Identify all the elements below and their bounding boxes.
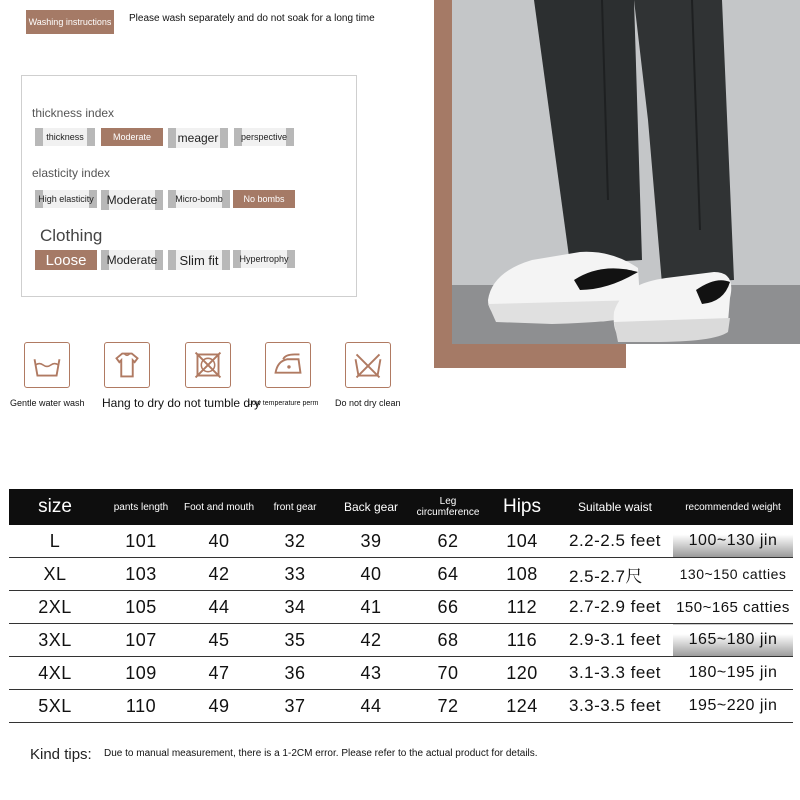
kind-tips-text: Due to manual measurement, there is a 1-2CM error. Please refer to the actual product for details. (104, 748, 538, 759)
cell-pants-length: 107 (101, 624, 181, 657)
size-table-header-row (9, 489, 793, 525)
table-row (9, 624, 793, 657)
thickness-option-perspective: perspective (234, 128, 294, 146)
cell-hips: 112 (487, 591, 557, 624)
elasticity-option-micro-bomb: Micro-bomb (168, 190, 230, 208)
care-label-no-dry-clean: Do not dry clean (335, 398, 401, 408)
cell-front-gear: 36 (257, 657, 333, 690)
cell-hips: 108 (487, 558, 557, 591)
table-row (9, 657, 793, 690)
hand-wash-icon (24, 342, 70, 388)
header-recommended-weight: recommended weight (673, 489, 793, 525)
cell-foot-and-mouth: 42 (181, 558, 257, 591)
cell-pants-length: 110 (101, 690, 181, 723)
cell-foot-and-mouth: 40 (181, 525, 257, 558)
fabric-index-panel (21, 75, 357, 297)
cell-front-gear: 37 (257, 690, 333, 723)
elasticity-option-moderate: Moderate (101, 190, 163, 210)
table-row (9, 591, 793, 624)
clothing-option-moderate: Moderate (101, 250, 163, 270)
cell-recommended-weight: 100~130 jin (673, 525, 793, 558)
elasticity-index-title: elasticity index (32, 166, 111, 180)
cell-front-gear: 34 (257, 591, 333, 624)
care-label-low-temp-perm: Low temperature perm (248, 400, 319, 407)
cell-size: 4XL (9, 657, 101, 690)
cell-recommended-weight: 150~165 catties (673, 591, 793, 624)
cell-pants-length: 105 (101, 591, 181, 624)
cell-suitable-waist: 2.2-2.5 feet (557, 525, 673, 558)
cell-pants-length: 101 (101, 525, 181, 558)
elasticity-option-high: High elasticity (35, 190, 97, 208)
cell-leg-circumference: 66 (409, 591, 487, 624)
thickness-index-title: thickness index (32, 106, 115, 120)
cell-foot-and-mouth: 45 (181, 624, 257, 657)
cell-foot-and-mouth: 49 (181, 690, 257, 723)
header-foot-and-mouth: Foot and mouth (181, 489, 257, 525)
cell-front-gear: 32 (257, 525, 333, 558)
cell-leg-circumference: 68 (409, 624, 487, 657)
no-tumble-dry-icon (185, 342, 231, 388)
header-suitable-waist: Suitable waist (557, 489, 673, 525)
cell-size: 2XL (9, 591, 101, 624)
thickness-option-moderate: Moderate (101, 128, 163, 146)
elasticity-option-no-bombs: No bombs (233, 190, 295, 208)
cell-hips: 120 (487, 657, 557, 690)
header-hips: Hips (487, 489, 557, 525)
cell-recommended-weight: 180~195 jin (673, 657, 793, 690)
clothing-fit-title: Clothing (40, 226, 103, 245)
cell-hips: 116 (487, 624, 557, 657)
header-front-gear: front gear (257, 489, 333, 525)
cell-leg-circumference: 64 (409, 558, 487, 591)
low-iron-icon (265, 342, 311, 388)
cell-foot-and-mouth: 44 (181, 591, 257, 624)
clothing-option-loose: Loose (35, 250, 97, 270)
care-label-gentle-wash: Gentle water wash (10, 398, 85, 408)
cell-suitable-waist: 2.5-2.7尺 (557, 558, 673, 591)
cell-back-gear: 42 (333, 624, 409, 657)
washing-instructions-tag: Washing instructions (26, 10, 114, 34)
cell-recommended-weight: 195~220 jin (673, 690, 793, 723)
cell-pants-length: 109 (101, 657, 181, 690)
care-label-hang-dry: Hang to dry do not tumble dry (102, 396, 261, 410)
table-row (9, 525, 793, 558)
kind-tips-label: Kind tips: (30, 746, 92, 763)
cell-leg-circumference: 62 (409, 525, 487, 558)
cell-size: L (9, 525, 101, 558)
washing-note: Please wash separately and do not soak for a long time (129, 13, 375, 24)
cell-back-gear: 43 (333, 657, 409, 690)
header-back-gear: Back gear (333, 489, 409, 525)
cell-suitable-waist: 3.3-3.5 feet (557, 690, 673, 723)
header-size: size (9, 489, 101, 525)
cell-recommended-weight: 165~180 jin (673, 624, 793, 657)
cell-back-gear: 44 (333, 690, 409, 723)
cell-hips: 124 (487, 690, 557, 723)
cell-back-gear: 39 (333, 525, 409, 558)
no-dry-clean-icon (345, 342, 391, 388)
cell-size: 3XL (9, 624, 101, 657)
cell-front-gear: 35 (257, 624, 333, 657)
table-row (9, 690, 793, 723)
cell-recommended-weight: 130~150 catties (673, 558, 793, 591)
cell-suitable-waist: 2.9-3.1 feet (557, 624, 673, 657)
table-row (9, 558, 793, 591)
clothing-option-slim-fit: Slim fit (168, 250, 230, 270)
cell-foot-and-mouth: 47 (181, 657, 257, 690)
cell-leg-circumference: 72 (409, 690, 487, 723)
header-leg-circumference: Leg circumference (409, 489, 487, 525)
product-photo (452, 0, 800, 344)
cell-back-gear: 41 (333, 591, 409, 624)
header-pants-length: pants length (101, 489, 181, 525)
cell-size: 5XL (9, 690, 101, 723)
cell-back-gear: 40 (333, 558, 409, 591)
cell-leg-circumference: 70 (409, 657, 487, 690)
cell-hips: 104 (487, 525, 557, 558)
cell-front-gear: 33 (257, 558, 333, 591)
size-chart-table (9, 489, 793, 723)
thickness-option-thickness: thickness (35, 128, 95, 146)
clothing-option-hypertrophy: Hypertrophy (233, 250, 295, 268)
thickness-option-meager: meager (168, 128, 228, 148)
hang-dry-icon (104, 342, 150, 388)
cell-suitable-waist: 2.7-2.9 feet (557, 591, 673, 624)
cell-size: XL (9, 558, 101, 591)
cell-pants-length: 103 (101, 558, 181, 591)
cell-suitable-waist: 3.1-3.3 feet (557, 657, 673, 690)
